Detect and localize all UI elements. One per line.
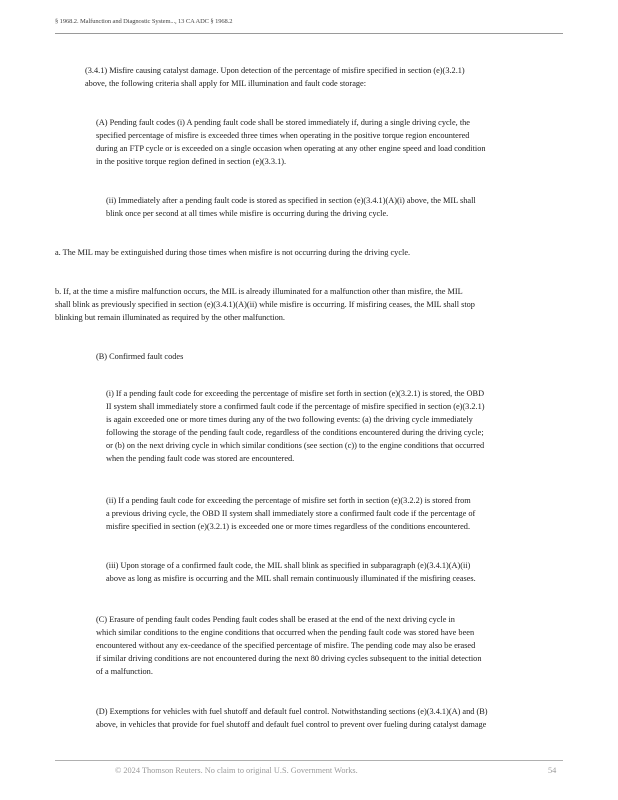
paragraph-b-confirmed-fault-codes: (B) Confirmed fault codes — [96, 352, 184, 361]
paragraph-a-note: a. The MIL may be extinguished during those times when misfire is not occurring during the driving cycle. — [55, 248, 411, 257]
footer-copyright: © 2024 Thomson Reuters. No claim to original U.S. Government Works. — [115, 766, 358, 775]
paragraph-b-note: b. If, at the time a misfire malfunction occurs, the MIL is already illuminated for a malfunction other than misfire, the MIL shall blink as previously specified in section (e)(3.4.1)(A)(ii) while misfire is occurring. If misfiring ceases, the MIL shall stop blinking but remain illuminated as required by the other malfunction. — [55, 287, 475, 322]
running-header: § 1968.2. Malfunction and Diagnostic System..., 13 CA ADC § 1968.2 — [55, 18, 233, 25]
paragraph-3-4-1: (3.4.1) Misfire causing catalyst damage. Upon detection of the percentage of misfire specified in section (e)(3.2.1) above, the following criteria shall apply for MIL illumination and fault code storage: — [85, 66, 465, 88]
paragraph-c-erasure: (C) Erasure of pending fault codes Pending fault codes shall be erased at the end of the next driving cycle in which similar conditions to the engine conditions that occurred when the pending fault code was stored have been encountered without any ex-ceedance of the specified percentage of misfire. The pending code may also be erased if similar driving conditions are not encountered during the next 80 driving cycles subsequent to the initial detection of a malfunction. — [96, 615, 482, 676]
page-number: 54 — [548, 766, 557, 775]
footer-divider — [55, 760, 563, 761]
paragraph-a-ii: (ii) Immediately after a pending fault code is stored as specified in section (e)(3.4.1)(A)(i) above, the MIL shall blink once per second at all times while misfire is occurring during the driving cycle. — [106, 196, 476, 218]
paragraph-b-iii: (iii) Upon storage of a confirmed fault code, the MIL shall blink as specified in subparagraph (e)(3.4.1)(A)(ii) above as long as misfire is occurring and the MIL shall remain continuously illuminated if the misfiring ceases. — [106, 561, 476, 583]
paragraph-b-i: (i) If a pending fault code for exceeding the percentage of misfire set forth in section (e)(3.2.1) is stored, the OBD II system shall immediately store a confirmed fault code if the percentage of misfire specified in section (e)(3.2.1) is again exceeded one or more times during any of the two following events: (a) the driving cycle immediately following the storage of the pending fault code, regardless of the conditions encountered during the driving cycle; or (b) on the next driving cycle in which similar conditions (see section (c)) to the engine conditions that occurred when the pending fault code was stored are encountered. — [106, 389, 485, 463]
paragraph-b-ii: (ii) If a pending fault code for exceeding the percentage of misfire set forth in section (e)(3.2.2) is stored from a previous driving cycle, the OBD II system shall immediately store a confirmed fault code if the percentage of misfire specified in section (e)(3.2.1) is exceeded one or more times regardless of the conditions encountered. — [106, 496, 476, 531]
header-divider — [55, 33, 563, 34]
paragraph-d-exemptions: (D) Exemptions for vehicles with fuel shutoff and default fuel control. Notwithstanding sections (e)(3.4.1)(A) and (B) above, in vehicles that provide for fuel shutoff and default fuel control to prevent over fueling during catalyst damage — [96, 707, 488, 729]
paragraph-a-pending-fault-codes: (A) Pending fault codes (i) A pending fault code shall be stored immediately if, during a single driving cycle, the specified percentage of misfire is exceeded three times when operating in the positive torque region encountered during an FTP cycle or is exceeded on a single occasion when operating at any other engine speed and load condition in the positive torque region defined in section (e)(3.3.1). — [96, 118, 486, 166]
